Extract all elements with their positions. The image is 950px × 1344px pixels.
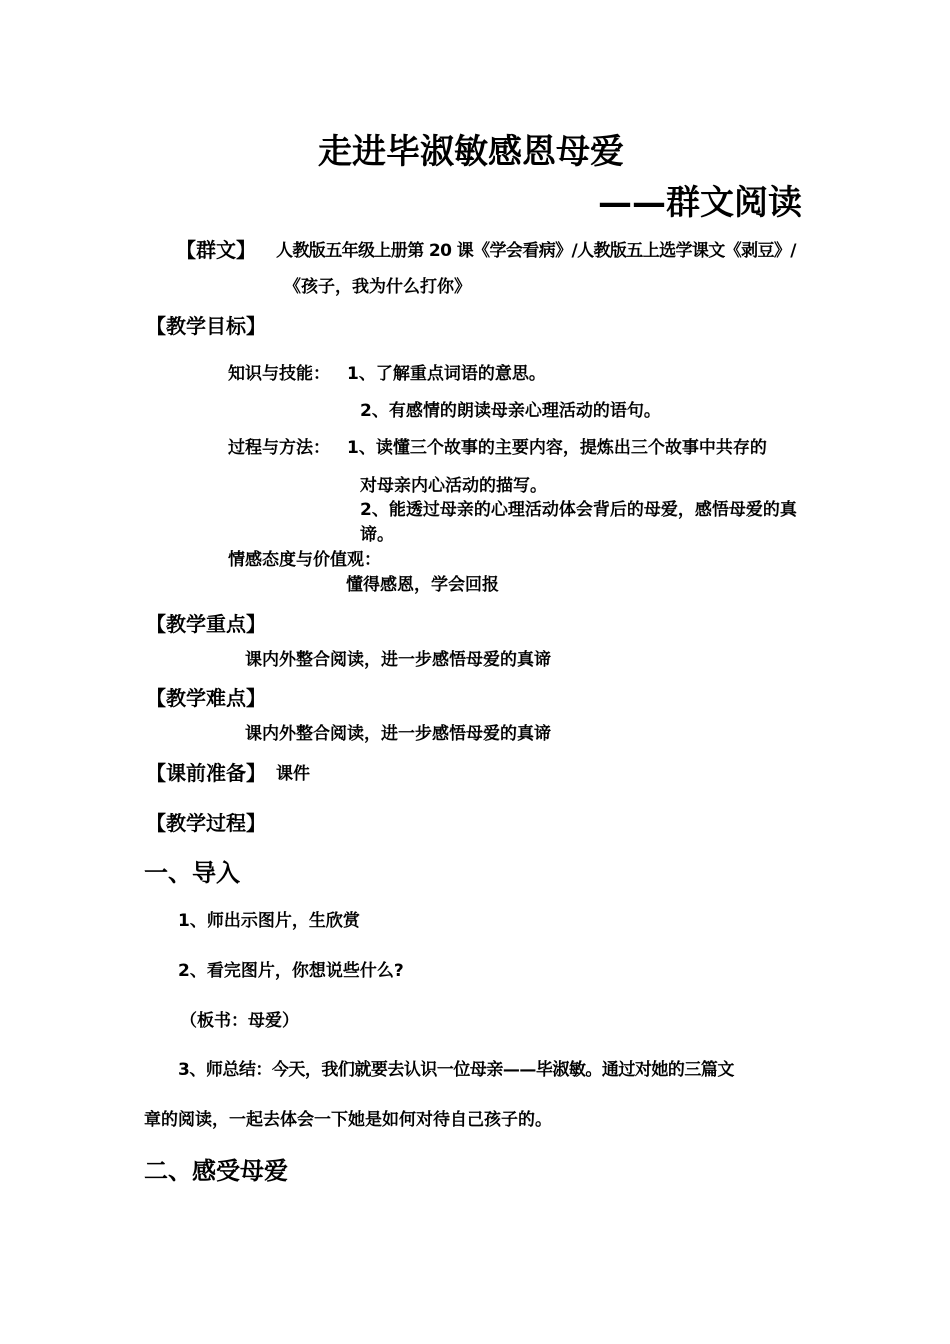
process-item-2b: 谛。 — [360, 525, 394, 545]
board-note: （板书：母爱） — [180, 1011, 299, 1031]
emotion-label: 情感态度与价值观： — [228, 550, 381, 570]
emotion-item-1: 懂得感恩，学会回报 — [346, 575, 499, 595]
section-1-heading: 一、导入 — [144, 859, 240, 887]
difficulties-heading: 【教学难点】 — [146, 686, 266, 710]
qunwen-line-2: 《孩子，我为什么打你》 — [284, 277, 471, 297]
preparation-heading: 【课前准备】 — [146, 761, 266, 785]
knowledge-item-2: 2、有感情的朗读母亲心理活动的语句。 — [360, 401, 661, 421]
knowledge-label: 知识与技能： — [228, 364, 330, 384]
difficulties-text: 课内外整合阅读，进一步感悟母爱的真谛 — [245, 724, 551, 744]
process-heading: 【教学过程】 — [146, 811, 266, 835]
process-item-1b: 对母亲内心活动的描写。 — [360, 476, 547, 496]
qunwen-line-1: 人教版五年级上册第 20 课《学会看病》/人教版五上选学课文《剥豆》/ — [276, 241, 796, 261]
section-1-item-1: 1、师出示图片，生欣赏 — [178, 911, 360, 931]
process-item-2a: 2、能透过母亲的心理活动体会背后的母爱，感悟母爱的真 — [360, 500, 797, 520]
section-1-item-3a: 3、师总结：今天，我们就要去认识一位母亲——毕淑敏。通过对她的三篇文 — [178, 1060, 734, 1080]
qunwen-label: 【群文】 — [176, 238, 256, 262]
key-points-text: 课内外整合阅读，进一步感悟母爱的真谛 — [245, 650, 551, 670]
key-points-heading: 【教学重点】 — [146, 612, 266, 636]
section-1-item-2: 2、看完图片，你想说些什么? — [178, 961, 404, 981]
process-item-1a: 1、读懂三个故事的主要内容，提炼出三个故事中共存的 — [347, 438, 767, 458]
knowledge-item-1: 1、了解重点词语的意思。 — [347, 364, 546, 384]
document-subtitle: ——群文阅读 — [598, 183, 802, 223]
preparation-text: 课件 — [276, 764, 310, 784]
process-label: 过程与方法： — [228, 438, 330, 458]
section-2-heading: 二、感受母爱 — [144, 1157, 288, 1185]
document-title: 走进毕淑敏感恩母爱 — [318, 132, 624, 172]
objectives-heading: 【教学目标】 — [146, 314, 266, 338]
section-1-item-3b: 章的阅读，一起去体会一下她是如何对待自己孩子的。 — [144, 1110, 552, 1130]
